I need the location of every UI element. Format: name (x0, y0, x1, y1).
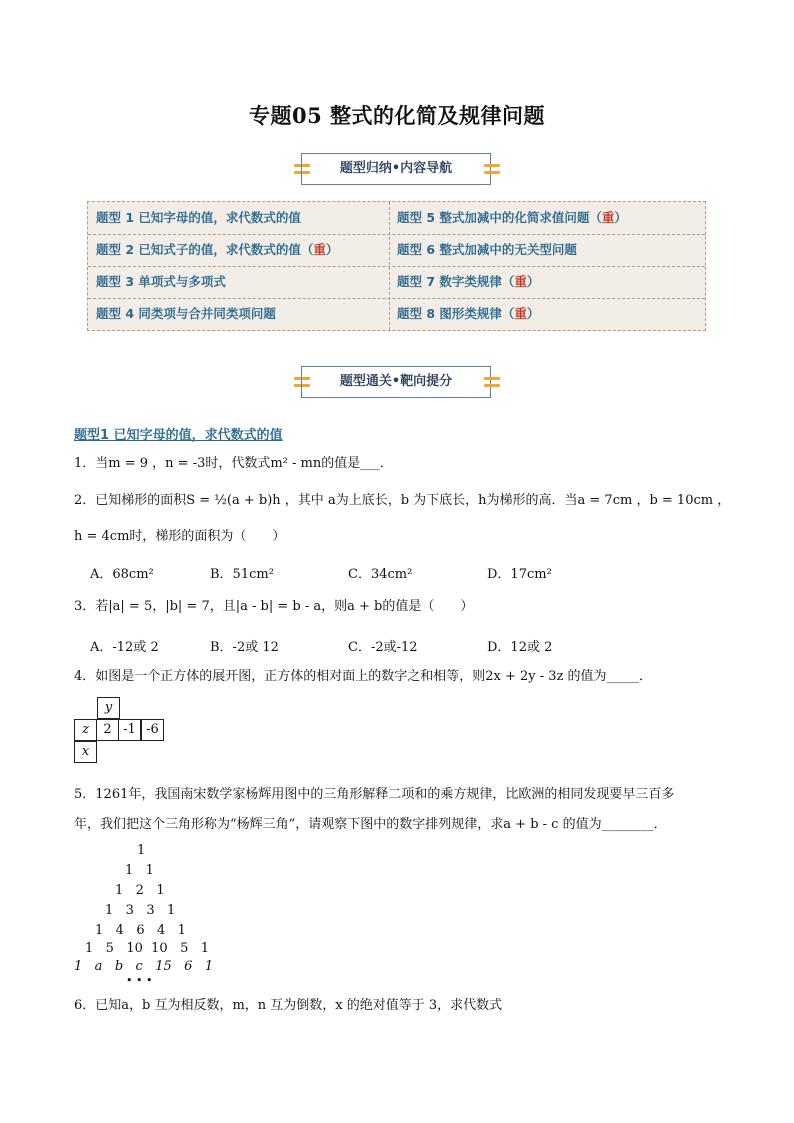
q2-option-a: A．68cm² (90, 567, 154, 582)
nav-topic-1[interactable]: 题型 1 已知字母的值，求代数式的值 (96, 210, 301, 225)
nav-topic-7[interactable]: 题型 7 数字类规律（重） (397, 274, 540, 289)
question-2-line-1: 2．已知梯形的面积S = ½(a + b)h ，其中 a为上底长，b 为下底长，h为梯形的高．当a = 7cm ，b = 10cm ， (74, 493, 731, 508)
triangle-row-5: 1 4 6 4 1 (95, 923, 186, 938)
triangle-row-1: 1 (137, 843, 146, 858)
triangle-row-2: 1 1 (125, 863, 154, 878)
net-cell-y: y (97, 697, 120, 719)
net-cell-neg1: -1 (118, 719, 141, 741)
net-cell-neg6: -6 (141, 719, 164, 741)
nav-topic-4[interactable]: 题型 4 同类项与合并同类项问题 (96, 306, 276, 321)
nav-banner (0, 153, 794, 187)
triangle-row-6: 1 5 10 10 5 1 (85, 941, 210, 956)
question-5-line-1: 5．1261年，我国南宋数学家杨辉用图中的三角形解释二项和的乘方规律，比欧洲的相同发现要早三百多 (74, 787, 675, 802)
q2-option-c: C．34cm² (348, 567, 413, 582)
question-5-line-2: 年，我们把这个三角形称为“杨辉三角”，请观察下图中的数字排列规律，求a + b - c 的值为________． (74, 817, 667, 832)
nav-topic-2[interactable]: 题型 2 已知式子的值，求代数式的值（重） (96, 242, 339, 257)
nav-topic-5[interactable]: 题型 5 整式加减中的化简求值问题（重） (397, 210, 627, 225)
question-3: 3．若|a| = 5，|b| = 7，且|a - b| = b - a，则a + b的值是（ ） (74, 599, 474, 614)
q3-option-b: B．-2或 12 (210, 640, 279, 655)
nav-banner-label: 题型归纳•内容导航 (301, 153, 491, 185)
nav-topic-6[interactable]: 题型 6 整式加减中的无关型问题 (397, 242, 577, 257)
question-1: 1．当m = 9 ，n = -3时，代数式m² - mn的值是___． (74, 456, 393, 471)
triangle-row-7: 1 a b c 15 6 1 (74, 959, 214, 974)
q3-option-a: A．-12或 2 (90, 640, 159, 655)
nav-topic-3[interactable]: 题型 3 单项式与多项式 (96, 274, 226, 289)
question-2-line-2: h = 4cm时，梯形的面积为（ ） (74, 529, 286, 544)
net-cell-x: x (74, 741, 97, 763)
question-4: 4．如图是一个正方体的展开图，正方体的相对面上的数字之和相等，则2x + 2y - 3z 的值为_____． (74, 669, 653, 684)
net-cell-2: 2 (96, 719, 119, 741)
net-cell-z: z (74, 719, 97, 741)
nav-topic-8[interactable]: 题型 8 图形类规律（重） (397, 306, 540, 321)
practice-banner (0, 366, 794, 400)
q3-option-d: D．12或 2 (487, 640, 553, 655)
practice-banner-label: 题型通关•靶向提分 (301, 366, 491, 398)
triangle-row-3: 1 2 1 (115, 883, 165, 898)
page-title: 专题05 整式的化简及规律问题 (248, 103, 546, 128)
question-6: 6．已知a，b 互为相反数，m，n 互为倒数，x 的绝对值等于 3，求代数式 (74, 998, 503, 1013)
triangle-ellipsis: • • • (126, 974, 153, 987)
q2-option-b: B．51cm² (210, 567, 274, 582)
section-heading: 题型1 已知字母的值，求代数式的值 (74, 428, 283, 443)
triangle-row-4: 1 3 3 1 (105, 903, 176, 918)
q3-option-c: C．-2或-12 (348, 640, 418, 655)
topic-navigation (87, 201, 706, 331)
q2-option-d: D．17cm² (487, 567, 552, 582)
